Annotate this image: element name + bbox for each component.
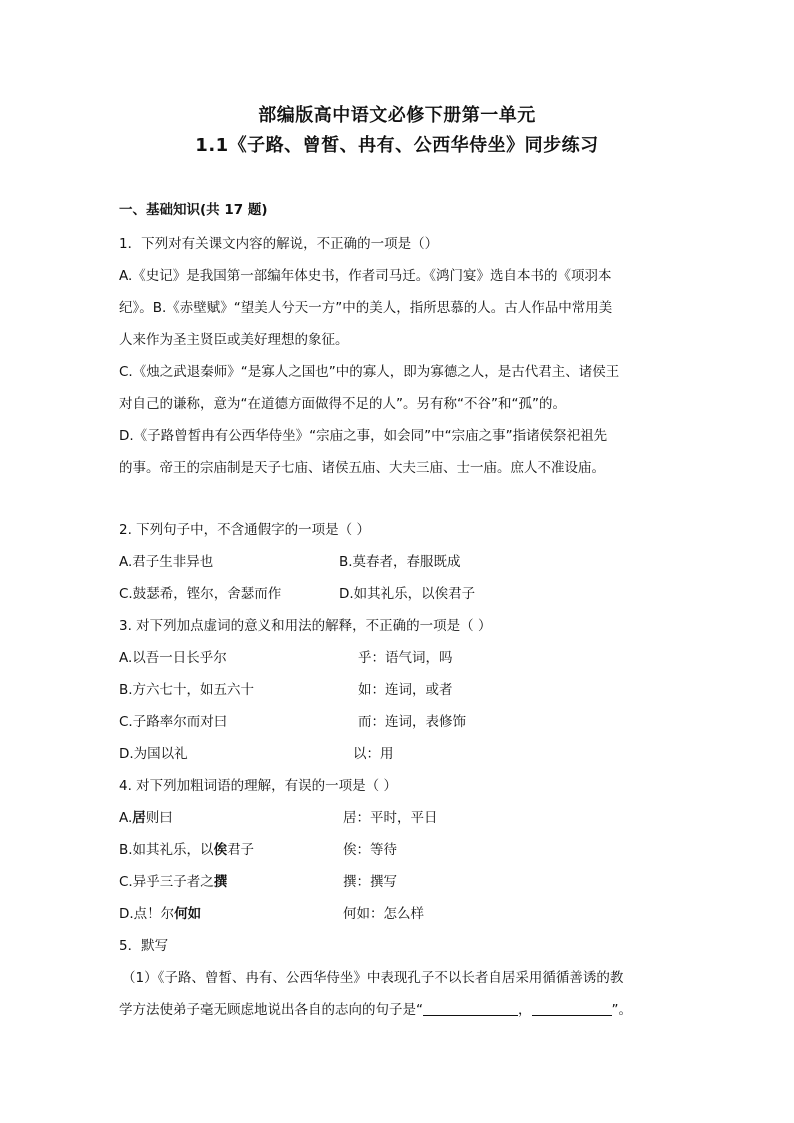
question-4-option-row	[119, 834, 679, 866]
question-3-option-row	[119, 674, 679, 706]
bold-word: 俟	[213, 842, 228, 858]
option-c: C.鼓瑟希，铿尔，舍瑟而作	[119, 586, 282, 602]
document-title: 部编版高中语文必修下册第一单元	[258, 105, 536, 126]
question-4-option-row	[119, 866, 679, 898]
option-text: D.为国以礼	[119, 746, 188, 762]
option-b: B.莫春者，春服既成	[339, 554, 461, 570]
option-text: C.子路率尔而对曰	[119, 714, 228, 730]
question-4-option-row	[119, 802, 679, 834]
option-explanation: 居：平时，平日	[343, 810, 438, 826]
option-text: D.点！尔何如	[119, 906, 202, 922]
question-1-line: 人来作为圣主贤臣或美好理想的象征。	[119, 332, 349, 348]
bold-word: 何如	[174, 906, 202, 922]
question-1-line: 的事。帝王的宗庙制是天子七庙、诸侯五庙、大夫三庙、士一庙。庶人不准设庙。	[119, 460, 605, 476]
question-2-options-row	[119, 546, 679, 578]
question-1-line: C.《烛之武退秦师》“是寡人之国也”中的寡人，即为寡德之人，是古代君主、诸侯王	[119, 364, 620, 380]
option-explanation: 何如：怎么样	[343, 906, 424, 922]
option-text: A.居则曰	[119, 810, 173, 826]
question-3-option-row	[119, 642, 679, 674]
option-a: A.君子生非异也	[119, 554, 214, 570]
option-explanation: 而：连词，表修饰	[358, 714, 466, 730]
option-explanation: 俟：等待	[343, 842, 397, 858]
question-1-line: D.《子路曾皙冉有公西华侍坐》“宗庙之事，如会同”中“宗庙之事”指诸侯祭祀祖先	[119, 428, 608, 444]
question-5-fill-line: 学方法使弟子毫无顾虑地说出各自的志向的句子是“ ， ”。	[119, 1002, 632, 1018]
option-explanation: 乎：语气词，吗	[358, 650, 453, 666]
question-3-option-row	[119, 706, 679, 738]
option-d: D.如其礼乐，以俟君子	[339, 586, 476, 602]
question-1-line: 纪》。B.《赤壁赋》“望美人兮天一方”中的美人，指所思慕的人。古人作品中常用美	[119, 300, 613, 316]
answer-blank[interactable]	[423, 1001, 518, 1016]
question-4-stem: 4. 对下列加粗词语的理解，有误的一项是（ ）	[119, 778, 397, 794]
option-explanation: 如：连词，或者	[358, 682, 453, 698]
section-heading: 一、基础知识(共 17 题)	[119, 202, 268, 218]
option-explanation: 以：用	[353, 746, 394, 762]
question-3-option-row	[119, 738, 679, 770]
question-2-stem: 2. 下列句子中，不含通假字的一项是（ ）	[119, 522, 370, 538]
option-text: A.以吾一日长乎尔	[119, 650, 227, 666]
question-5-line: （1）《子路、曾皙、冉有、公西华侍坐》中表现孔子不以长者自居采用循循善诱的教	[122, 970, 624, 986]
question-1-stem: 1．下列对有关课文内容的解说，不正确的一项是（）	[119, 236, 439, 252]
bold-word: 居	[132, 810, 146, 826]
option-explanation: 撰：撰写	[343, 874, 397, 890]
answer-blank[interactable]	[532, 1001, 612, 1016]
document-subtitle: 1.1《子路、曾皙、冉有、公西华侍坐》同步练习	[195, 135, 599, 156]
question-3-stem: 3. 对下列加点虚词的意义和用法的解释，不正确的一项是（ ）	[119, 618, 492, 634]
document-body	[119, 196, 679, 1026]
question-4-option-row	[119, 898, 679, 930]
bold-word: 撰	[213, 874, 228, 890]
option-text: C.异乎三子者之撰	[119, 874, 228, 890]
option-text: B.如其礼乐，以俟君子	[119, 842, 255, 858]
question-5-stem: 5．默写	[119, 938, 169, 954]
question-1-line: A.《史记》是我国第一部编年体史书，作者司马迁。《鸿门宴》选自本书的《项羽本	[119, 268, 612, 284]
option-text: B.方六七十，如五六十	[119, 682, 255, 698]
question-2-options-row	[119, 578, 679, 610]
question-1-line: 对自己的谦称，意为“在道德方面做得不足的人”。另有称“不谷”和“孤”的。	[119, 396, 566, 412]
